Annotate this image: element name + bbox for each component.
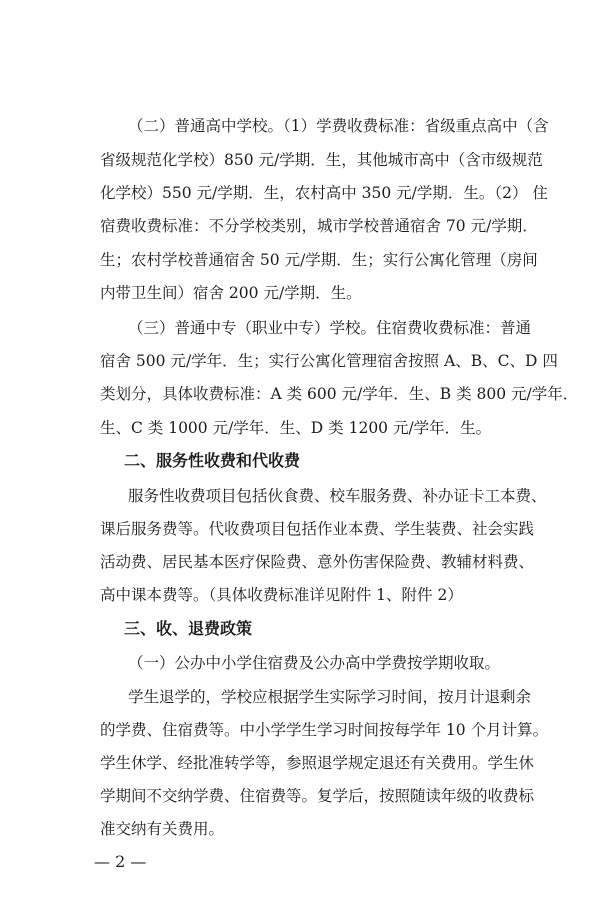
paragraph-line: 活动费、居民基本医疗保险费、意外伤害保险费、教辅材料费、 (100, 553, 535, 571)
paragraph-line: 宿费收费标准：不分学校类别，城市学校普通宿舍 70 元/学期． (100, 217, 538, 235)
paragraph-line: 服务性收费项目包括伙食费、校车服务费、补办证卡工本费、 (128, 487, 547, 505)
paragraph-line: （三）普通中专（职业中专）学校。住宿费收费标准：普通 (128, 319, 532, 337)
paragraph-line: 省级规范化学校）850 元/学期．生，其他城市高中（含市级规范 (100, 151, 543, 169)
paragraph-line: （二）普通高中学校。（1）学费收费标准：省级重点高中（含 (128, 117, 549, 135)
paragraph-line: 学生退学的，学校应根据学生实际学习时间，按月计退剩余 (128, 688, 532, 706)
paragraph-line: 的学费、住宿费等。中小学学生学习时间按每学年 10 个月计算。 (100, 721, 549, 739)
paragraph-line: （一）公办中小学住宿费及公办高中学费按学期收取。 (128, 654, 501, 672)
section-heading-service-fees: 二、服务性收费和代收费 (124, 451, 301, 470)
paragraph-line: 化学校）550 元/学期．生，农村高中 350 元/学期．生。（2） 住 (100, 184, 548, 202)
paragraph-line: 学期间不交纳学费、住宿费等。复学后，按照随读年级的收费标 (100, 787, 535, 805)
paragraph-line: 准交纳有关费用。 (100, 820, 225, 838)
paragraph-line: 学生休学、经批准转学等，参照退学规定退还有关费用。学生休 (100, 754, 535, 772)
paragraph-line: 宿舍 500 元/学年．生；实行公寓化管理宿舍按照 A、B、C、D 四 (100, 352, 558, 370)
paragraph-line: 生；农村学校普通宿舍 50 元/学期．生；实行公寓化管理（房间 (100, 251, 538, 269)
paragraph-line: 类划分，具体收费标准：A 类 600 元/学年．生、B 类 800 元/学年． (100, 385, 579, 403)
page-number: — 2 — (94, 852, 147, 871)
paragraph-line: 内带卫生间）宿舍 200 元/学期．生。 (100, 284, 362, 302)
paragraph-line: 高中课本费等。（具体收费标准详见附件 1、附件 2） (100, 586, 463, 604)
section-heading-refund-policy: 三、收、退费政策 (124, 619, 253, 638)
paragraph-line: 生、C 类 1000 元/学年．生、D 类 1200 元/学年．生。 (100, 419, 492, 437)
paragraph-line: 课后服务费等。代收费项目包括作业本费、学生装费、社会实践 (100, 520, 535, 538)
